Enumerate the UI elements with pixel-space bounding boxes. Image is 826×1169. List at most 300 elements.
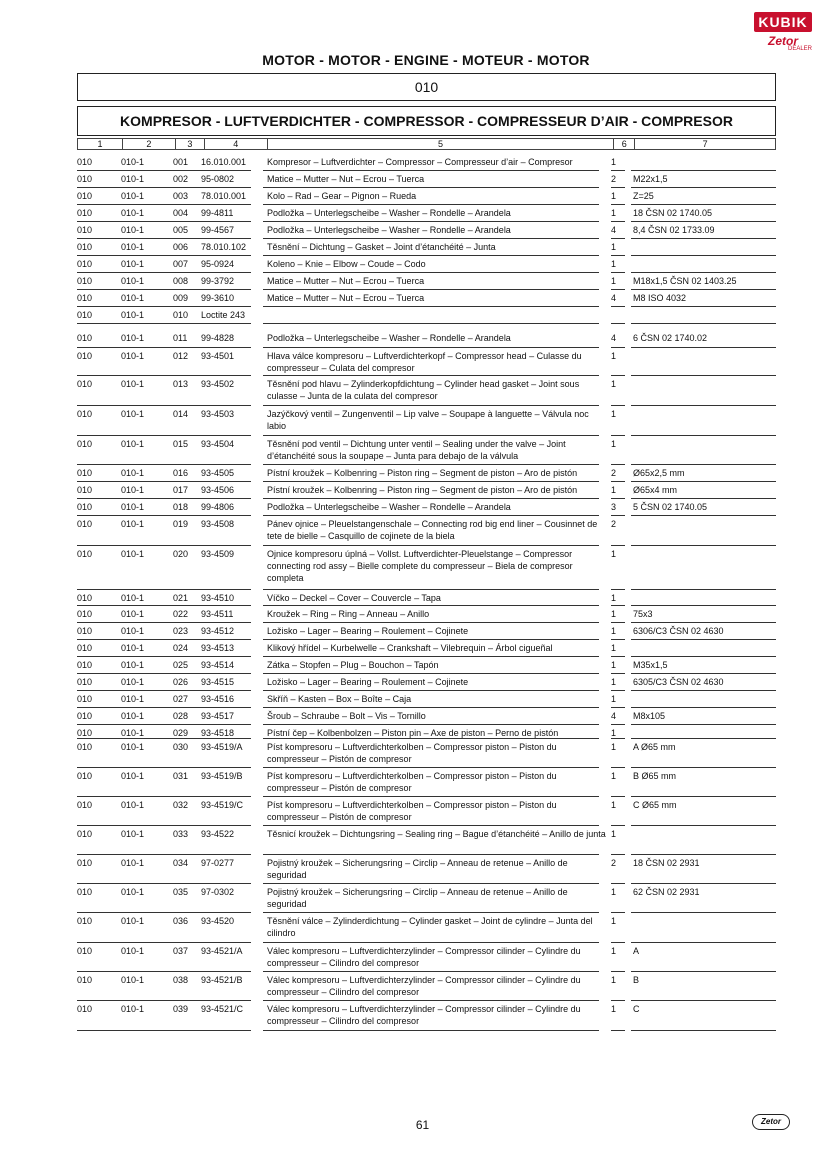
cell-note: M8x105 bbox=[633, 711, 666, 721]
cell-part-number: 99-4567 bbox=[201, 225, 235, 235]
cell-description: Podložka – Unterlegscheibe – Washer – Rondelle – Arandela bbox=[267, 225, 511, 235]
cell-position: 027 bbox=[173, 694, 189, 704]
cell-position: 034 bbox=[173, 858, 189, 868]
cell-subgroup: 010-1 bbox=[121, 519, 145, 529]
table-row bbox=[77, 239, 776, 256]
footer-logo: Zetor bbox=[752, 1114, 790, 1130]
cell-note: B bbox=[633, 975, 640, 985]
cell-description: Podložka – Unterlegscheibe – Washer – Rondelle – Arandela bbox=[267, 502, 511, 512]
table-row bbox=[77, 884, 776, 913]
cell-position: 038 bbox=[173, 975, 189, 985]
cell-description: Pístní čep – Kolbenbolzen – Piston pin – Axe de piston – Perno de pistón bbox=[267, 728, 559, 738]
cell-description: Matice – Mutter – Nut – Ecrou – Tuerca bbox=[267, 293, 425, 303]
cell-group: 010 bbox=[77, 157, 93, 167]
cell-quantity: 1 bbox=[611, 259, 617, 269]
cell-position: 032 bbox=[173, 800, 189, 810]
cell-group: 010 bbox=[77, 742, 93, 752]
cell-note: C bbox=[633, 1004, 640, 1014]
cell-position: 037 bbox=[173, 946, 189, 956]
column-header: 5 bbox=[267, 138, 614, 150]
cell-subgroup: 010-1 bbox=[121, 694, 145, 704]
table-row bbox=[77, 725, 776, 739]
cell-description: Kolo – Rad – Gear – Pignon – Rueda bbox=[267, 191, 417, 201]
cell-group: 010 bbox=[77, 191, 93, 201]
cell-part-number: 93-4515 bbox=[201, 677, 235, 687]
cell-subgroup: 010-1 bbox=[121, 609, 145, 619]
cell-quantity: 1 bbox=[611, 643, 617, 653]
logo-brand: KUBIK bbox=[754, 12, 812, 32]
cell-quantity: 2 bbox=[611, 858, 617, 868]
cell-quantity: 1 bbox=[611, 1004, 617, 1014]
cell-position: 025 bbox=[173, 660, 189, 670]
cell-note: Ø65x2,5 mm bbox=[633, 468, 685, 478]
table-row bbox=[77, 943, 776, 972]
cell-quantity: 1 bbox=[611, 626, 617, 636]
table-row bbox=[77, 256, 776, 273]
table-row bbox=[77, 465, 776, 482]
cell-group: 010 bbox=[77, 677, 93, 687]
cell-subgroup: 010-1 bbox=[121, 742, 145, 752]
table-row bbox=[77, 739, 776, 768]
cell-position: 036 bbox=[173, 916, 189, 926]
cell-position: 011 bbox=[173, 333, 188, 343]
cell-part-number: 93-4510 bbox=[201, 593, 235, 603]
cell-quantity: 1 bbox=[611, 975, 617, 985]
cell-part-number: 93-4521/A bbox=[201, 946, 243, 956]
cell-note: 75x3 bbox=[633, 609, 653, 619]
table-row bbox=[77, 590, 776, 606]
cell-description: Těsnění – Dichtung – Gasket – Joint d’étanchéité – Junta bbox=[267, 242, 496, 252]
cell-part-number: 78.010.102 bbox=[201, 242, 247, 252]
table-row bbox=[77, 797, 776, 826]
cell-position: 004 bbox=[173, 208, 189, 218]
cell-description: Pístní kroužek – Kolbenring – Piston ring – Segment de piston – Aro de pistón bbox=[267, 485, 578, 495]
cell-position: 013 bbox=[173, 379, 189, 389]
table-row bbox=[77, 273, 776, 290]
cell-quantity: 1 bbox=[611, 409, 617, 419]
cell-group: 010 bbox=[77, 225, 93, 235]
cell-part-number: 93-4506 bbox=[201, 485, 235, 495]
cell-group: 010 bbox=[77, 333, 93, 343]
cell-quantity: 1 bbox=[611, 439, 617, 449]
cell-quantity: 1 bbox=[611, 157, 617, 167]
cell-part-number: 93-4505 bbox=[201, 468, 235, 478]
cell-part-number: 93-4504 bbox=[201, 439, 235, 449]
cell-part-number: 93-4501 bbox=[201, 351, 235, 361]
cell-note: M8 ISO 4032 bbox=[633, 293, 687, 303]
cell-description: Pojistný kroužek – Sicherungsring – Circlip – Anneau de retenue – Anillo de seguridad bbox=[267, 858, 568, 880]
cell-quantity: 1 bbox=[611, 728, 617, 738]
cell-position: 028 bbox=[173, 711, 189, 721]
cell-position: 018 bbox=[173, 502, 189, 512]
cell-description: Matice – Mutter – Nut – Ecrou – Tuerca bbox=[267, 276, 425, 286]
cell-part-number: 16.010.001 bbox=[201, 157, 247, 167]
cell-position: 031 bbox=[173, 771, 189, 781]
cell-group: 010 bbox=[77, 694, 93, 704]
cell-position: 008 bbox=[173, 276, 189, 286]
column-header-row bbox=[77, 138, 776, 150]
cell-group: 010 bbox=[77, 829, 93, 839]
cell-group: 010 bbox=[77, 916, 93, 926]
cell-note: M18x1,5 ČSN 02 1403.25 bbox=[633, 276, 737, 286]
cell-description: Podložka – Unterlegscheibe – Washer – Rondelle – Arandela bbox=[267, 208, 511, 218]
cell-subgroup: 010-1 bbox=[121, 711, 145, 721]
cell-group: 010 bbox=[77, 276, 93, 286]
cell-quantity: 4 bbox=[611, 225, 617, 235]
cell-part-number: 93-4509 bbox=[201, 549, 235, 559]
table-row bbox=[77, 768, 776, 797]
cell-quantity: 1 bbox=[611, 677, 617, 687]
table-row bbox=[77, 171, 776, 188]
table-row bbox=[77, 205, 776, 222]
cell-quantity: 1 bbox=[611, 485, 617, 495]
column-header: 6 bbox=[613, 138, 634, 150]
cell-group: 010 bbox=[77, 728, 93, 738]
cell-subgroup: 010-1 bbox=[121, 259, 145, 269]
cell-quantity: 4 bbox=[611, 293, 617, 303]
cell-quantity: 3 bbox=[611, 502, 617, 512]
cell-group: 010 bbox=[77, 310, 93, 320]
table-row bbox=[77, 482, 776, 499]
cell-subgroup: 010-1 bbox=[121, 1004, 145, 1014]
cell-part-number: 93-4516 bbox=[201, 694, 235, 704]
cell-subgroup: 010-1 bbox=[121, 242, 145, 252]
cell-position: 007 bbox=[173, 259, 189, 269]
cell-subgroup: 010-1 bbox=[121, 191, 145, 201]
table-row bbox=[77, 499, 776, 516]
cell-description: Těsnění pod hlavu – Zylinderkopfdichtung – Cylinder head gasket – Joint sous culasse – Junta de la culata del compresor bbox=[267, 379, 580, 401]
cell-position: 022 bbox=[173, 609, 189, 619]
cell-position: 035 bbox=[173, 887, 189, 897]
row-underline bbox=[631, 1030, 776, 1031]
cell-part-number: 99-4811 bbox=[201, 208, 234, 218]
cell-subgroup: 010-1 bbox=[121, 771, 145, 781]
row-underline bbox=[77, 323, 251, 324]
cell-note: 8,4 ČSN 02 1733.09 bbox=[633, 225, 715, 235]
cell-position: 002 bbox=[173, 174, 189, 184]
cell-part-number: 93-4512 bbox=[201, 626, 235, 636]
cell-quantity: 1 bbox=[611, 946, 617, 956]
cell-subgroup: 010-1 bbox=[121, 502, 145, 512]
cell-subgroup: 010-1 bbox=[121, 549, 145, 559]
cell-part-number: 93-4513 bbox=[201, 643, 235, 653]
cell-position: 024 bbox=[173, 643, 189, 653]
cell-description: Píst kompresoru – Luftverdichterkolben – Compressor piston – Piston du compresseur – Pistón de compresor bbox=[267, 742, 557, 764]
table-row bbox=[77, 623, 776, 640]
column-header: 4 bbox=[204, 138, 267, 150]
cell-subgroup: 010-1 bbox=[121, 409, 145, 419]
cell-part-number: 99-4806 bbox=[201, 502, 235, 512]
cell-position: 019 bbox=[173, 519, 189, 529]
cell-subgroup: 010-1 bbox=[121, 626, 145, 636]
table-row bbox=[77, 222, 776, 239]
cell-subgroup: 010-1 bbox=[121, 677, 145, 687]
cell-subgroup: 010-1 bbox=[121, 829, 145, 839]
cell-group: 010 bbox=[77, 468, 93, 478]
cell-note: 18 ČSN 02 2931 bbox=[633, 858, 700, 868]
cell-quantity: 1 bbox=[611, 829, 617, 839]
cell-position: 021 bbox=[173, 593, 189, 603]
cell-description: Píst kompresoru – Luftverdichterkolben – Compressor piston – Piston du compresseur – Pistón de compresor bbox=[267, 771, 557, 793]
cell-note: 6305/C3 ČSN 02 4630 bbox=[633, 677, 724, 687]
cell-group: 010 bbox=[77, 609, 93, 619]
cell-subgroup: 010-1 bbox=[121, 887, 145, 897]
cell-group: 010 bbox=[77, 660, 93, 670]
page-title: MOTOR - MOTOR - ENGINE - MOTEUR - MOTOR bbox=[262, 52, 590, 68]
cell-subgroup: 010-1 bbox=[121, 293, 145, 303]
table-row bbox=[77, 307, 776, 324]
row-underline bbox=[631, 323, 776, 324]
cell-note: A bbox=[633, 946, 640, 956]
cell-note: Ø65x4 mm bbox=[633, 485, 678, 495]
table-row bbox=[77, 516, 776, 546]
cell-part-number: 99-3792 bbox=[201, 276, 235, 286]
table-row bbox=[77, 188, 776, 205]
cell-position: 016 bbox=[173, 468, 189, 478]
row-underline bbox=[611, 323, 625, 324]
cell-description: Zátka – Stopfen – Plug – Bouchon – Tapón bbox=[267, 660, 439, 670]
cell-part-number: 93-4508 bbox=[201, 519, 235, 529]
table-row bbox=[77, 376, 776, 406]
cell-quantity: 1 bbox=[611, 609, 617, 619]
cell-subgroup: 010-1 bbox=[121, 379, 145, 389]
cell-quantity: 2 bbox=[611, 519, 617, 529]
cell-group: 010 bbox=[77, 208, 93, 218]
cell-description: Šroub – Schraube – Bolt – Vis – Tornillo bbox=[267, 711, 426, 721]
table-row bbox=[77, 546, 776, 590]
page-number: 61 bbox=[415, 1118, 430, 1132]
cell-position: 015 bbox=[173, 439, 189, 449]
cell-description: Kroužek – Ring – Ring – Anneau – Anillo bbox=[267, 609, 430, 619]
cell-description: Těsnění pod ventil – Dichtung unter ventil – Sealing under the valve – Joint d’étanchéité sous la soupape – Junta para debajo de la válvula bbox=[267, 439, 566, 461]
cell-part-number: 95-0802 bbox=[201, 174, 235, 184]
cell-subgroup: 010-1 bbox=[121, 593, 145, 603]
cell-group: 010 bbox=[77, 439, 93, 449]
table-row bbox=[77, 436, 776, 465]
cell-subgroup: 010-1 bbox=[121, 333, 145, 343]
cell-part-number: 93-4503 bbox=[201, 409, 235, 419]
cell-position: 005 bbox=[173, 225, 189, 235]
cell-group: 010 bbox=[77, 409, 93, 419]
cell-part-number: 95-0924 bbox=[201, 259, 235, 269]
cell-quantity: 1 bbox=[611, 694, 617, 704]
table-row bbox=[77, 348, 776, 376]
cell-part-number: 93-4519/B bbox=[201, 771, 243, 781]
cell-description: Pánev ojnice – Pleuelstangenschale – Connecting rod big end liner – Cousinnet de tete de bielle – Casquillo de cojinete de la biela bbox=[267, 519, 598, 541]
cell-part-number: 97-0302 bbox=[201, 887, 235, 897]
cell-subgroup: 010-1 bbox=[121, 858, 145, 868]
dealer-logo bbox=[754, 12, 812, 52]
cell-position: 012 bbox=[173, 351, 189, 361]
cell-description: Hlava válce kompresoru – Luftverdichterkopf – Compressor head – Culasse du compresseur – Culata del compresor bbox=[267, 351, 582, 373]
cell-group: 010 bbox=[77, 549, 93, 559]
row-underline bbox=[263, 323, 599, 324]
cell-description: Válec kompresoru – Luftverdichterzylinder – Compressor cilinder – Cylindre du compresseur – Cilindro del compresor bbox=[267, 975, 581, 997]
cell-description: Píst kompresoru – Luftverdichterkolben – Compressor piston – Piston du compresseur – Pistón de compresor bbox=[267, 800, 557, 822]
cell-quantity: 4 bbox=[611, 333, 617, 343]
cell-quantity: 1 bbox=[611, 660, 617, 670]
cell-quantity: 1 bbox=[611, 887, 617, 897]
cell-position: 003 bbox=[173, 191, 189, 201]
cell-description: Pojistný kroužek – Sicherungsring – Circlip – Anneau de retenue – Anillo de seguridad bbox=[267, 887, 568, 909]
cell-position: 009 bbox=[173, 293, 189, 303]
cell-note: M22x1,5 bbox=[633, 174, 668, 184]
cell-description: Koleno – Knie – Elbow – Coude – Codo bbox=[267, 259, 426, 269]
cell-subgroup: 010-1 bbox=[121, 485, 145, 495]
cell-subgroup: 010-1 bbox=[121, 946, 145, 956]
table-row bbox=[77, 290, 776, 307]
cell-subgroup: 010-1 bbox=[121, 643, 145, 653]
cell-group: 010 bbox=[77, 887, 93, 897]
cell-group: 010 bbox=[77, 771, 93, 781]
cell-description: Klikový hřídel – Kurbelwelle – Crankshaft – Vilebrequin – Árbol cigueñal bbox=[267, 643, 553, 653]
cell-subgroup: 010-1 bbox=[121, 174, 145, 184]
cell-description: Matice – Mutter – Nut – Ecrou – Tuerca bbox=[267, 174, 425, 184]
cell-subgroup: 010-1 bbox=[121, 157, 145, 167]
cell-quantity: 1 bbox=[611, 549, 617, 559]
cell-description: Ložisko – Lager – Bearing – Roulement – Cojinete bbox=[267, 626, 469, 636]
column-header: 2 bbox=[122, 138, 175, 150]
cell-note: 6306/C3 ČSN 02 4630 bbox=[633, 626, 724, 636]
cell-note: Z=25 bbox=[633, 191, 654, 201]
cell-group: 010 bbox=[77, 259, 93, 269]
cell-position: 010 bbox=[173, 310, 189, 320]
cell-subgroup: 010-1 bbox=[121, 916, 145, 926]
cell-note: 5 ČSN 02 1740.05 bbox=[633, 502, 708, 512]
cell-subgroup: 010-1 bbox=[121, 728, 145, 738]
table-row bbox=[77, 972, 776, 1001]
table-row bbox=[77, 855, 776, 884]
cell-group: 010 bbox=[77, 351, 93, 361]
row-underline bbox=[611, 1030, 625, 1031]
cell-description: Válec kompresoru – Luftverdichterzylinder – Compressor cilinder – Cylindre du compresseur – Cilindro del compresor bbox=[267, 946, 581, 968]
cell-group: 010 bbox=[77, 593, 93, 603]
cell-group: 010 bbox=[77, 379, 93, 389]
cell-description: Těsnicí kroužek – Dichtungsring – Sealing ring – Bague d’étanchéité – Anillo de junta bbox=[267, 829, 606, 839]
cell-quantity: 1 bbox=[611, 800, 617, 810]
cell-group: 010 bbox=[77, 626, 93, 636]
cell-position: 033 bbox=[173, 829, 189, 839]
cell-position: 039 bbox=[173, 1004, 189, 1014]
table-row bbox=[77, 406, 776, 436]
cell-group: 010 bbox=[77, 711, 93, 721]
cell-quantity: 1 bbox=[611, 276, 617, 286]
group-code: 010 bbox=[77, 73, 776, 101]
cell-part-number: 93-4521/C bbox=[201, 1004, 244, 1014]
cell-quantity: 2 bbox=[611, 174, 617, 184]
row-underline bbox=[263, 1030, 599, 1031]
cell-position: 030 bbox=[173, 742, 189, 752]
cell-subgroup: 010-1 bbox=[121, 800, 145, 810]
cell-note: 6 ČSN 02 1740.02 bbox=[633, 333, 708, 343]
cell-group: 010 bbox=[77, 174, 93, 184]
cell-group: 010 bbox=[77, 946, 93, 956]
cell-part-number: 78.010.001 bbox=[201, 191, 247, 201]
cell-subgroup: 010-1 bbox=[121, 975, 145, 985]
cell-note: 18 ČSN 02 1740.05 bbox=[633, 208, 713, 218]
cell-description: Ojnice kompresoru úplná – Vollst. Luftverdichter-Pleuelstange – Compressor connecting rod assy – Bielle complete du compresseur – Biela de compresor completa bbox=[267, 549, 573, 583]
cell-note: C Ø65 mm bbox=[633, 800, 677, 810]
cell-part-number: 93-4519/C bbox=[201, 800, 244, 810]
cell-part-number: 93-4521/B bbox=[201, 975, 243, 985]
table-row bbox=[77, 154, 776, 171]
cell-description: Pístní kroužek – Kolbenring – Piston ring – Segment de piston – Aro de pistón bbox=[267, 468, 578, 478]
cell-note: A Ø65 mm bbox=[633, 742, 676, 752]
cell-quantity: 1 bbox=[611, 242, 617, 252]
column-header: 3 bbox=[175, 138, 204, 150]
cell-part-number: 93-4519/A bbox=[201, 742, 243, 752]
cell-part-number: 97-0277 bbox=[201, 858, 235, 868]
cell-quantity: 2 bbox=[611, 468, 617, 478]
table-row bbox=[77, 691, 776, 708]
cell-position: 029 bbox=[173, 728, 189, 738]
column-header: 1 bbox=[77, 138, 122, 150]
cell-quantity: 1 bbox=[611, 916, 617, 926]
cell-part-number: 93-4517 bbox=[201, 711, 235, 721]
cell-group: 010 bbox=[77, 293, 93, 303]
cell-part-number: 93-4518 bbox=[201, 728, 235, 738]
cell-subgroup: 010-1 bbox=[121, 660, 145, 670]
table-row bbox=[77, 606, 776, 623]
cell-part-number: 93-4511 bbox=[201, 609, 234, 619]
cell-position: 006 bbox=[173, 242, 189, 252]
cell-position: 020 bbox=[173, 549, 189, 559]
table-row bbox=[77, 640, 776, 657]
cell-part-number: 93-4502 bbox=[201, 379, 235, 389]
cell-group: 010 bbox=[77, 1004, 93, 1014]
table-row bbox=[77, 826, 776, 855]
cell-position: 001 bbox=[173, 157, 189, 167]
cell-part-number: 93-4514 bbox=[201, 660, 235, 670]
cell-description: Podložka – Unterlegscheibe – Washer – Rondelle – Arandela bbox=[267, 333, 511, 343]
cell-quantity: 1 bbox=[611, 351, 617, 361]
cell-description: Skříň – Kasten – Box – Boîte – Caja bbox=[267, 694, 412, 704]
cell-position: 017 bbox=[173, 485, 189, 495]
cell-quantity: 4 bbox=[611, 711, 617, 721]
cell-position: 014 bbox=[173, 409, 189, 419]
cell-quantity: 1 bbox=[611, 208, 617, 218]
cell-subgroup: 010-1 bbox=[121, 351, 145, 361]
cell-description: Jazýčkový ventil – Zungenventil – Lip valve – Soupape à languette – Válvula noc labio bbox=[267, 409, 589, 431]
cell-position: 023 bbox=[173, 626, 189, 636]
cell-description: Těsnění válce – Zylinderdichtung – Cylinder gasket – Joint de cylindre – Junta del cilindro bbox=[267, 916, 593, 938]
section-title: KOMPRESOR - LUFTVERDICHTER - COMPRESSOR - COMPRESSEUR D’AIR - COMPRESOR bbox=[77, 106, 776, 136]
cell-quantity: 1 bbox=[611, 379, 617, 389]
cell-part-number: Loctite 243 bbox=[201, 310, 246, 320]
cell-subgroup: 010-1 bbox=[121, 439, 145, 449]
cell-part-number: 93-4520 bbox=[201, 916, 235, 926]
cell-group: 010 bbox=[77, 485, 93, 495]
cell-subgroup: 010-1 bbox=[121, 276, 145, 286]
cell-note: 62 ČSN 02 2931 bbox=[633, 887, 700, 897]
table-row bbox=[77, 913, 776, 943]
cell-note: M35x1,5 bbox=[633, 660, 668, 670]
cell-quantity: 1 bbox=[611, 191, 617, 201]
cell-description: Kompresor – Luftverdichter – Compressor – Compresseur d’air – Compresor bbox=[267, 157, 573, 167]
row-underline bbox=[77, 1030, 251, 1031]
cell-group: 010 bbox=[77, 858, 93, 868]
cell-quantity: 1 bbox=[611, 742, 617, 752]
table-row bbox=[77, 1001, 776, 1031]
cell-group: 010 bbox=[77, 643, 93, 653]
cell-part-number: 99-4828 bbox=[201, 333, 235, 343]
cell-group: 010 bbox=[77, 519, 93, 529]
table-row bbox=[77, 708, 776, 725]
cell-subgroup: 010-1 bbox=[121, 468, 145, 478]
cell-part-number: 93-4522 bbox=[201, 829, 235, 839]
table-row bbox=[77, 330, 776, 348]
cell-group: 010 bbox=[77, 502, 93, 512]
